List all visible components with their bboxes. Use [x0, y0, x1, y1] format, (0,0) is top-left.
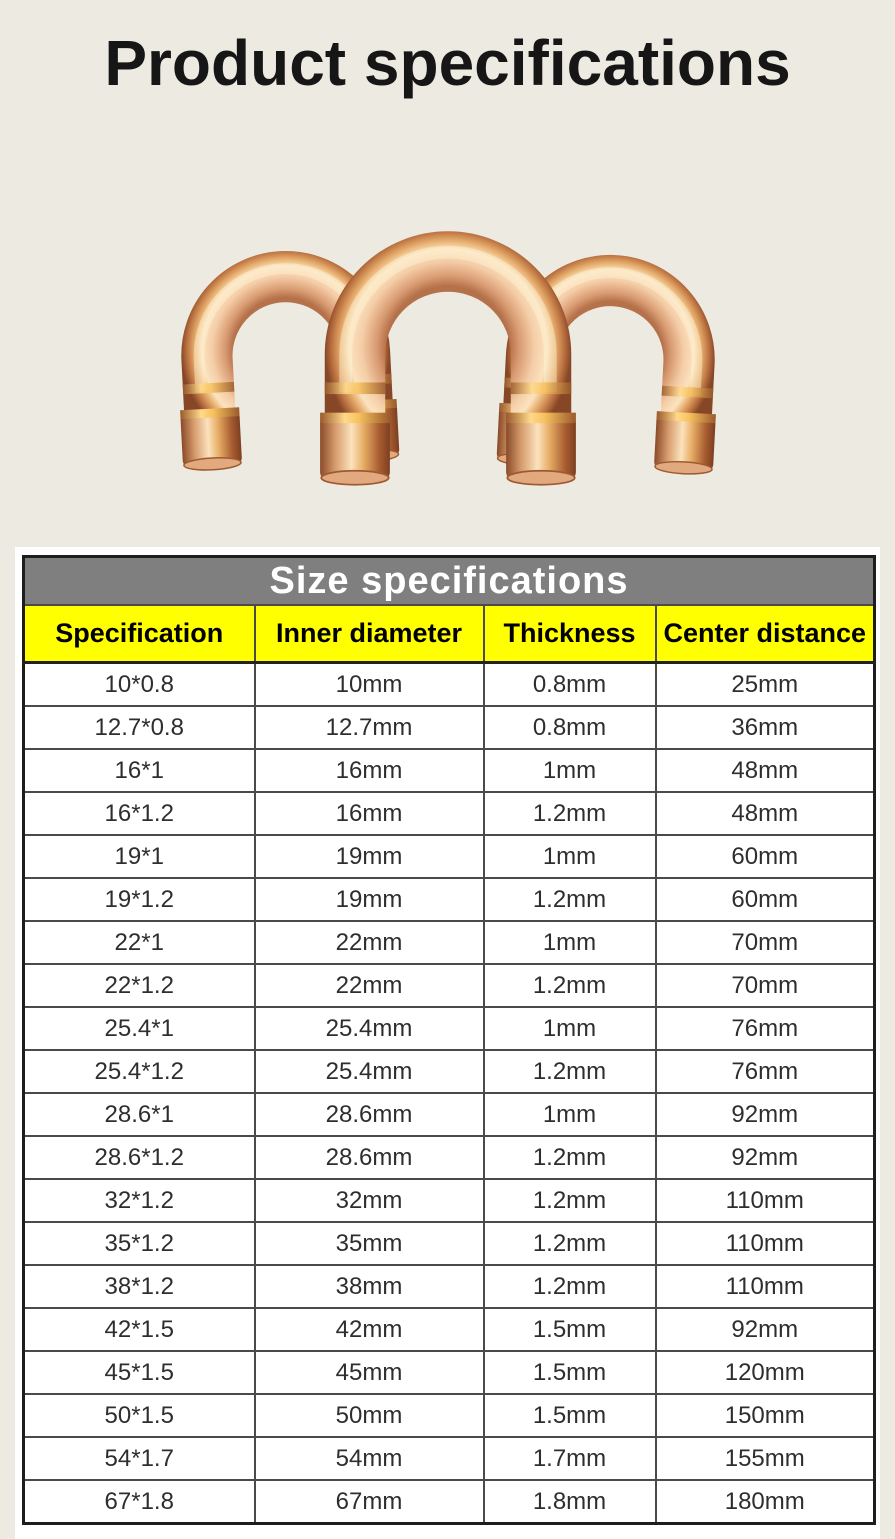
table-cell: 38mm: [255, 1265, 484, 1308]
table-row: [24, 1437, 875, 1480]
table-cell: 1.8mm: [484, 1480, 656, 1524]
table-cell: 150mm: [656, 1394, 875, 1437]
table-cell: 1.2mm: [484, 964, 656, 1007]
table-cell: 1.2mm: [484, 792, 656, 835]
table-cell: 67mm: [255, 1480, 484, 1524]
table-row: [24, 1265, 875, 1308]
table-cell: 110mm: [656, 1179, 875, 1222]
table-cell: 45*1.5: [24, 1351, 255, 1394]
table-cell: 120mm: [656, 1351, 875, 1394]
table-row: [24, 1480, 875, 1524]
table-cell: 110mm: [656, 1265, 875, 1308]
table-cell: 92mm: [656, 1308, 875, 1351]
table-cell: 22mm: [255, 964, 484, 1007]
table-cell: 36mm: [656, 706, 875, 749]
table-cell: 16mm: [255, 749, 484, 792]
table-cell: 110mm: [656, 1222, 875, 1265]
table-cell: 16*1: [24, 749, 255, 792]
table-cell: 48mm: [656, 792, 875, 835]
table-cell: 1.5mm: [484, 1394, 656, 1437]
table-title: Size specifications: [24, 557, 875, 606]
table-cell: 35*1.2: [24, 1222, 255, 1265]
size-specifications-table: [22, 555, 876, 1525]
table-cell: 38*1.2: [24, 1265, 255, 1308]
table-cell: 35mm: [255, 1222, 484, 1265]
table-row: [24, 1179, 875, 1222]
column-header-center-distance: Center distance: [656, 605, 875, 663]
table-row: [24, 964, 875, 1007]
table-cell: 54*1.7: [24, 1437, 255, 1480]
table-cell: 10mm: [255, 663, 484, 707]
table-cell: 22mm: [255, 921, 484, 964]
table-cell: 76mm: [656, 1050, 875, 1093]
table-cell: 50mm: [255, 1394, 484, 1437]
table-cell: 42*1.5: [24, 1308, 255, 1351]
table-cell: 32*1.2: [24, 1179, 255, 1222]
table-row: [24, 1394, 875, 1437]
table-row: [24, 706, 875, 749]
table-row: [24, 749, 875, 792]
table-cell: 12.7*0.8: [24, 706, 255, 749]
table-cell: 25.4*1.2: [24, 1050, 255, 1093]
column-header-inner-diameter: Inner diameter: [255, 605, 484, 663]
table-cell: 22*1: [24, 921, 255, 964]
table-cell: 16mm: [255, 792, 484, 835]
table-cell: 1.2mm: [484, 1222, 656, 1265]
table-cell: 19*1: [24, 835, 255, 878]
table-cell: 19mm: [255, 835, 484, 878]
column-header-specification: Specification: [24, 605, 255, 663]
table-cell: 1.5mm: [484, 1351, 656, 1394]
table-row: [24, 1136, 875, 1179]
table-cell: 25mm: [656, 663, 875, 707]
table-body: [24, 663, 875, 1524]
table-cell: 1.5mm: [484, 1308, 656, 1351]
table-row: [24, 835, 875, 878]
table-cell: 19mm: [255, 878, 484, 921]
table-cell: 50*1.5: [24, 1394, 255, 1437]
table-cell: 28.6*1: [24, 1093, 255, 1136]
table-cell: 28.6mm: [255, 1136, 484, 1179]
table-cell: 25.4mm: [255, 1050, 484, 1093]
table-cell: 1mm: [484, 749, 656, 792]
table-row: [24, 792, 875, 835]
copper-u-bend-pipes-illustration: [108, 184, 788, 519]
table-row: [24, 1351, 875, 1394]
column-header-row: [24, 605, 875, 663]
table-cell: 0.8mm: [484, 663, 656, 707]
table-cell: 1mm: [484, 1007, 656, 1050]
table-cell: 60mm: [656, 835, 875, 878]
table-panel: [15, 547, 880, 1539]
table-row: [24, 1050, 875, 1093]
table-cell: 42mm: [255, 1308, 484, 1351]
table-cell: 22*1.2: [24, 964, 255, 1007]
table-cell: 1mm: [484, 835, 656, 878]
table-cell: 70mm: [656, 964, 875, 1007]
table-cell: 155mm: [656, 1437, 875, 1480]
product-image: [108, 184, 788, 519]
table-cell: 48mm: [656, 749, 875, 792]
table-cell: 16*1.2: [24, 792, 255, 835]
table-cell: 32mm: [255, 1179, 484, 1222]
table-cell: 60mm: [656, 878, 875, 921]
table-row: [24, 921, 875, 964]
table-cell: 10*0.8: [24, 663, 255, 707]
table-cell: 67*1.8: [24, 1480, 255, 1524]
table-row: [24, 878, 875, 921]
table-cell: 76mm: [656, 1007, 875, 1050]
table-cell: 54mm: [255, 1437, 484, 1480]
table-cell: 1mm: [484, 921, 656, 964]
table-cell: 1.7mm: [484, 1437, 656, 1480]
table-cell: 25.4mm: [255, 1007, 484, 1050]
table-cell: 1.2mm: [484, 878, 656, 921]
table-row: [24, 1093, 875, 1136]
table-cell: 1mm: [484, 1093, 656, 1136]
table-cell: 45mm: [255, 1351, 484, 1394]
table-row: [24, 1308, 875, 1351]
table-cell: 28.6mm: [255, 1093, 484, 1136]
page-title: Product specifications: [104, 27, 791, 99]
table-cell: 1.2mm: [484, 1265, 656, 1308]
table-cell: 92mm: [656, 1136, 875, 1179]
table-cell: 1.2mm: [484, 1050, 656, 1093]
table-cell: 0.8mm: [484, 706, 656, 749]
table-cell: 25.4*1: [24, 1007, 255, 1050]
table-cell: 180mm: [656, 1480, 875, 1524]
table-cell: 19*1.2: [24, 878, 255, 921]
table-cell: 12.7mm: [255, 706, 484, 749]
table-cell: 92mm: [656, 1093, 875, 1136]
table-cell: 1.2mm: [484, 1179, 656, 1222]
table-row: [24, 1222, 875, 1265]
table-cell: 70mm: [656, 921, 875, 964]
table-cell: 28.6*1.2: [24, 1136, 255, 1179]
table-row: [24, 663, 875, 707]
table-cell: 1.2mm: [484, 1136, 656, 1179]
table-row: [24, 1007, 875, 1050]
column-header-thickness: Thickness: [484, 605, 656, 663]
